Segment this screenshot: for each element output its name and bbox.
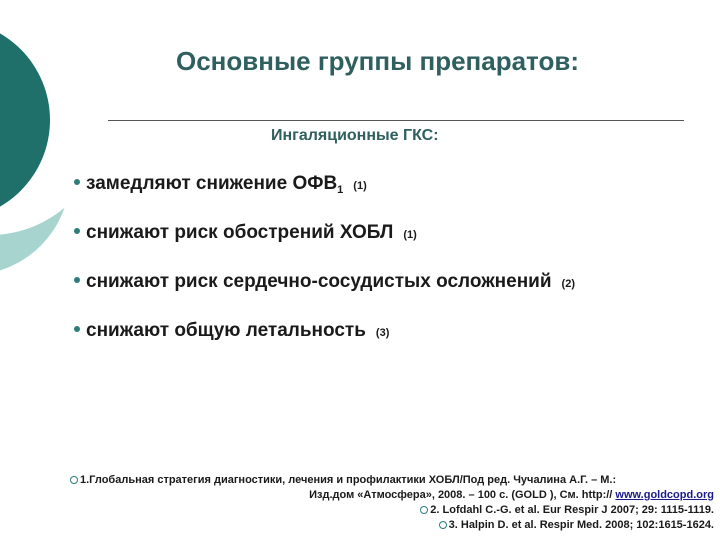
bullet-icon — [74, 179, 80, 185]
title-divider — [108, 120, 684, 121]
bullet-item: снижают риск сердечно-сосудистых осложнений (2) — [74, 271, 575, 293]
reference-1-line2: Изд.дом «Атмосфера», 2008. – 100 с. (GOLD ), См. http:// www.goldcopd.org — [309, 489, 714, 501]
reference-1-line1: 1.Глобальная стратегия диагностики, лечения и профилактики ХОБЛ/Под ред. Чучалина А.Г. – М.: — [70, 473, 714, 488]
reference-2: 2. Lofdahl C.-G. et al. Eur Respir J 2007; 29: 1115-1119. — [70, 503, 714, 518]
slide-subtitle: Ингаляционные ГКС: — [271, 127, 439, 144]
ref-bullet-icon — [439, 521, 447, 529]
decorative-circles — [0, 0, 80, 300]
bullet-icon — [74, 326, 80, 332]
bullet-icon — [74, 277, 80, 283]
reference-3: 3. Halpin D. et al. Respir Med. 2008; 102:1615-1624. — [70, 518, 714, 533]
bullet-item: замедляют снижение $ОФВ_1$ (1) — [74, 173, 367, 195]
references — [70, 473, 714, 533]
gold-website-link[interactable]: www.goldcopd.org — [615, 489, 714, 501]
slide-title: Основные группы препаратов: — [176, 46, 579, 76]
bullet-item: снижают риск обострений ХОБЛ (1) — [74, 222, 417, 244]
ref-bullet-icon — [70, 476, 78, 484]
ref-bullet-icon — [420, 506, 428, 514]
bullet-icon — [74, 228, 80, 234]
bullet-item: снижают общую летальность (3) — [74, 320, 389, 342]
